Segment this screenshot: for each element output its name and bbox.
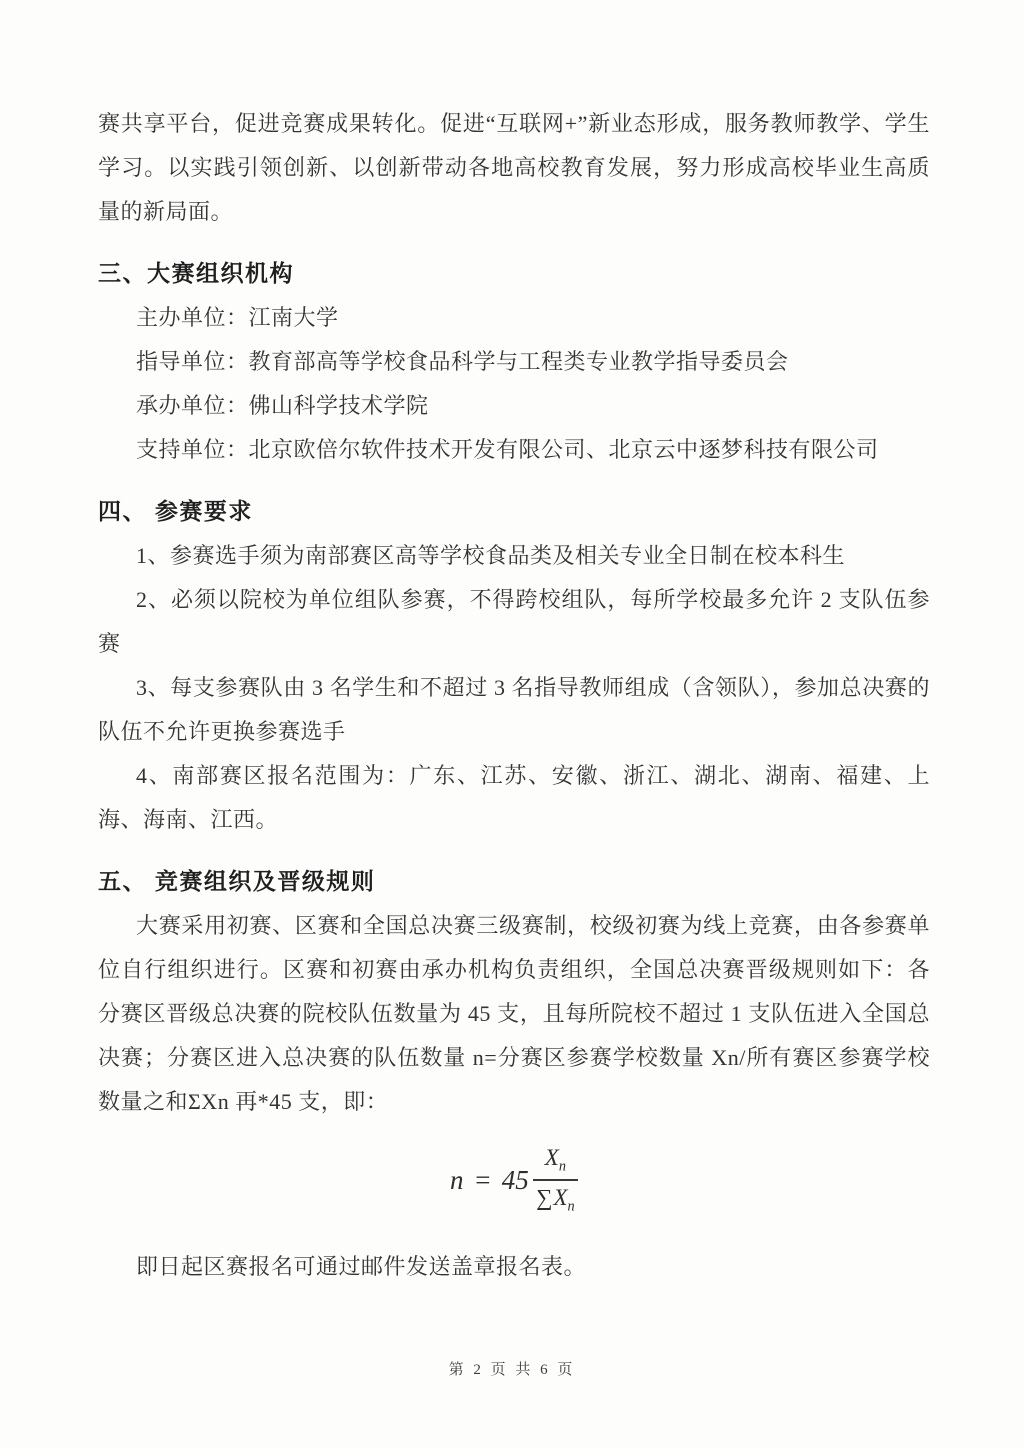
formula-equals-sign: = <box>473 1164 492 1195</box>
denominator-variable: X <box>553 1185 568 1211</box>
organizer-support-line: 支持单位：北京欧倍尔软件技术开发有限公司、北京云中逐梦科技有限公司 <box>136 437 879 462</box>
page-content <box>98 102 930 1289</box>
summation-sigma-symbol: ∑ <box>536 1185 553 1211</box>
requirement-item-1: 1、参赛选手须为南部赛区高等学校食品类及相关专业全日制在校本科生 <box>136 543 846 568</box>
organizer-undertaker-line: 承办单位：佛山科学技术学院 <box>136 393 429 418</box>
section-5-heading: 五、 竞赛组织及晋级规则 <box>98 868 376 894</box>
organizer-guidance-line: 指导单位：教育部高等学校食品科学与工程类专业教学指导委员会 <box>136 349 789 374</box>
numerator-subscript: n <box>558 1158 566 1175</box>
formula-denominator <box>536 1181 575 1216</box>
section-3-heading: 三、大赛组织机构 <box>98 260 294 286</box>
page-number-footer: 第 2 页 共 6 页 <box>448 1362 576 1378</box>
organizer-host-line: 主办单位：江南大学 <box>136 305 339 330</box>
section-4-heading: 四、 参赛要求 <box>98 498 253 524</box>
requirement-item-3: 3、每支参赛队由 3 名学生和不超过 3 名指导教师组成（含领队），参加总决赛的队伍不允许更换参赛选手 <box>98 675 930 744</box>
registration-note-paragraph: 即日起区赛报名可通过邮件发送盖章报名表。 <box>136 1253 587 1279</box>
formula-lhs: n <box>450 1164 464 1195</box>
promotion-rules-paragraph: 大赛采用初赛、区赛和全国总决赛三级赛制，校级初赛为线上竞赛，由各参赛单位自行组织进行。区赛和初赛由承办机构负责组织，全国总决赛晋级规则如下：各分赛区晋级总决赛的院校队伍数量为 45 支，且每所院校不超过 1 支队伍进入全国总决赛；分赛区进入总决赛的队伍数量 n=分赛区参赛学校数量 Xn/所有赛区参赛学校数量之和ΣXn 再*45 支，即： <box>98 913 930 1114</box>
formula-fraction <box>533 1144 578 1217</box>
intro-paragraph: 赛共享平台，促进竞赛成果转化。促进“互联网+”新业态形成，服务教师教学、学生学习。以实践引领创新、以创新带动各地高校教育发展，努力形成高校毕业生高质量的新局面。 <box>98 111 930 224</box>
requirement-item-2: 2、必须以院校为单位组队参赛，不得跨校组队，每所学校最多允许 2 支队伍参赛 <box>98 587 930 656</box>
denominator-subscript: n <box>567 1199 575 1216</box>
numerator-variable: X <box>544 1145 559 1170</box>
formula-coefficient: 45 <box>501 1164 529 1195</box>
formula-numerator <box>533 1144 578 1181</box>
promotion-quota-formula <box>98 1144 930 1217</box>
requirement-item-4: 4、南部赛区报名范围为：广东、江苏、安徽、浙江、湖北、湖南、福建、上海、海南、江西。 <box>98 763 930 832</box>
